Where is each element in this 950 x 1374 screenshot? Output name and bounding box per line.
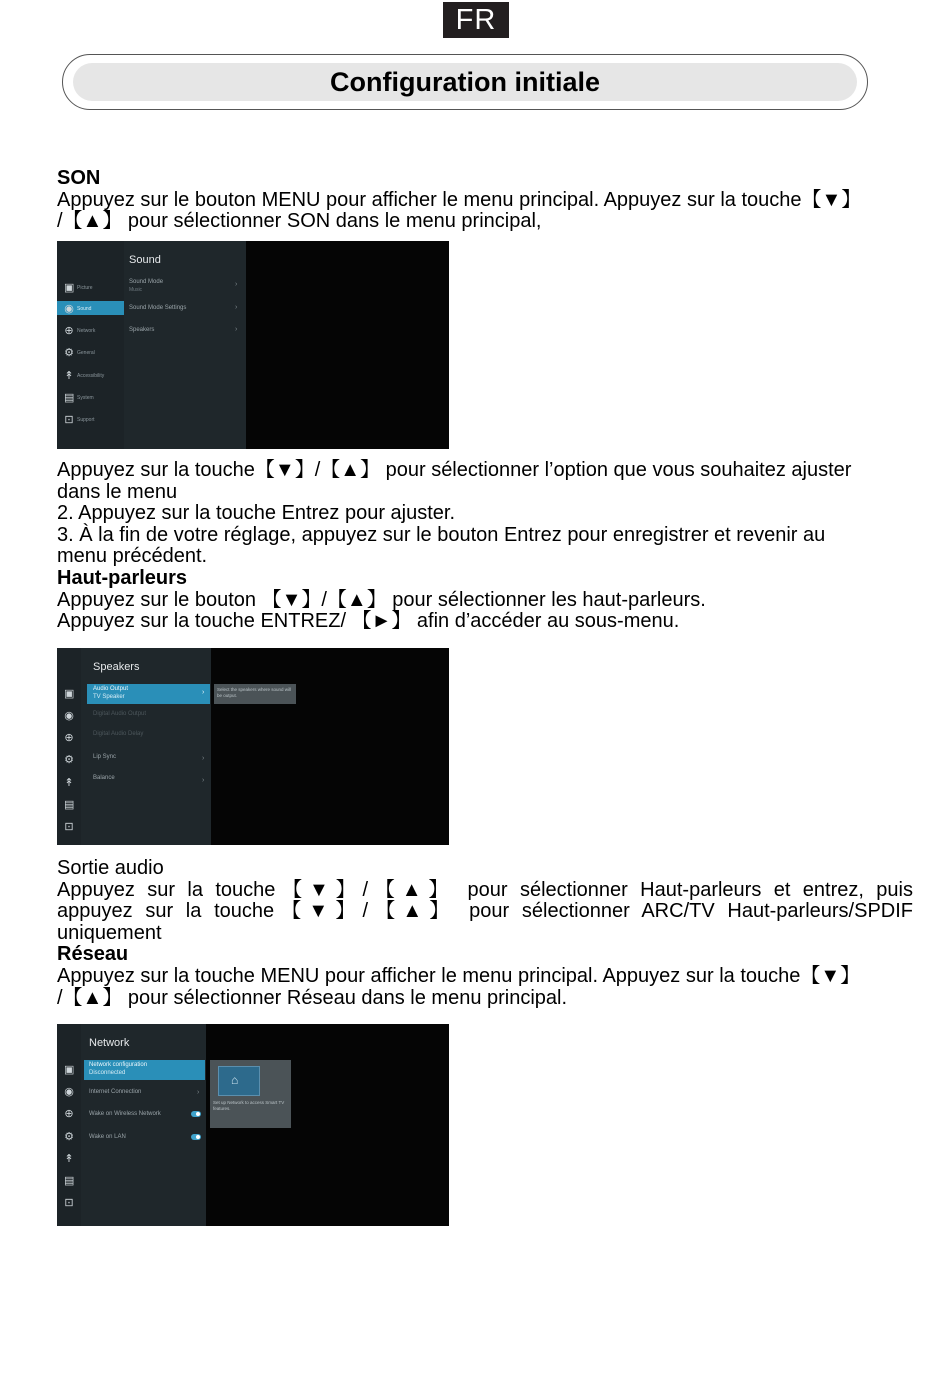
chevron-right-icon: › (202, 777, 205, 784)
tooltip-text: Set up Network to access Smart TV features. (213, 1100, 285, 1111)
menu-item: Lip Sync (93, 754, 117, 760)
support-icon: ⊡ (64, 1197, 74, 1209)
wake-lan-toggle (191, 1134, 201, 1140)
network-illustration (218, 1066, 260, 1096)
son-heading: SON (57, 167, 101, 189)
menu-item-value: TV Speaker (93, 694, 125, 700)
system-icon: ▤ (64, 392, 75, 404)
sidebar-label: Support (77, 417, 95, 423)
sortie-line3: appuyez sur la touche【▼】/【▲】 pour sélectionner ARC/TV Haut-parleurs/SPDIF (57, 900, 913, 923)
picture-icon: ▣ (64, 282, 75, 294)
reseau-line2: /【▲】 pour sélectionner Réseau dans le menu principal. (57, 986, 568, 1009)
menu-item: Sound Mode (129, 279, 164, 285)
network-menu-screenshot (57, 1024, 449, 1226)
picture-icon: ▣ (64, 1064, 75, 1076)
adjust-line3: 2. Appuyez sur la touche Entrez pour ajuster. (57, 502, 456, 525)
section-title-banner (62, 54, 868, 110)
son-text-line2: /【▲】 pour sélectionner SON dans le menu principal, (57, 210, 542, 233)
sortie-section (57, 858, 913, 1009)
accessibility-icon: ↟ (64, 1153, 74, 1165)
tooltip-box (214, 684, 296, 704)
adjust-line1: Appuyez sur la touche【▼】/【▲】 pour sélectionner l’option que vous souhaitez ajuster (57, 459, 852, 481)
hp-line1: Appuyez sur le bouton 【▼】/【▲】 pour sélectionner les haut-parleurs. (57, 588, 706, 611)
picture-icon: ▣ (64, 688, 75, 700)
menu-item-value: Music (129, 287, 143, 293)
sortie-line4: uniquement (57, 921, 162, 944)
reseau-heading: Réseau (57, 943, 129, 966)
hp-line2: Appuyez sur la touche ENTREZ/ 【►】 afin d’accéder au sous-menu. (57, 610, 680, 633)
tv-sidebar (57, 648, 81, 845)
sidebar-label: Picture (77, 285, 93, 291)
settings-icon: ⚙ (64, 1131, 74, 1143)
sortie-line1: Sortie audio (57, 857, 164, 879)
chevron-right-icon: › (235, 281, 238, 288)
sidebar-label: Network (77, 328, 96, 334)
settings-icon: ⚙ (64, 754, 74, 766)
tooltip-box (210, 1060, 291, 1128)
language-badge: FR (443, 2, 509, 38)
sound-icon: ◉ (64, 303, 74, 315)
hp-heading: Haut-parleurs (57, 566, 188, 589)
menu-item-active: Audio Output (93, 686, 129, 692)
sound-icon: ◉ (64, 1086, 74, 1098)
menu-item: Internet Connection (89, 1089, 142, 1095)
sidebar-label: Accessibility (77, 373, 105, 379)
adjust-line2: dans le menu (57, 480, 178, 503)
adjust-section (57, 460, 913, 633)
menu-item: Wake on Wireless Network (89, 1111, 161, 1117)
settings-icon: ⚙ (64, 347, 74, 359)
adjust-line4: 3. À la fin de votre réglage, appuyez sur le bouton Entrez pour enregistrer et revenir au (57, 523, 826, 546)
chevron-right-icon: › (235, 326, 238, 333)
router-icon: ⌂ (231, 1073, 239, 1087)
network-icon: ⊕ (64, 732, 74, 744)
sidebar-label: Sound (77, 306, 92, 312)
reseau-line1: Appuyez sur la touche MENU pour afficher le menu principal. Appuyez sur la touche【▼】 (57, 964, 861, 987)
chevron-right-icon: › (202, 689, 205, 696)
chevron-right-icon: › (235, 304, 238, 311)
panel-title: Speakers (93, 661, 140, 673)
menu-item-value: Disconnected (89, 1070, 126, 1076)
son-text-line1: Appuyez sur le bouton MENU pour afficher le menu principal. Appuyez sur la touche【▼】 (57, 188, 862, 211)
system-icon: ▤ (64, 799, 75, 811)
system-icon: ▤ (64, 1175, 75, 1187)
accessibility-icon: ↟ (64, 370, 74, 382)
tv-sidebar (57, 1024, 81, 1226)
tv-submenu-panel (81, 648, 211, 845)
menu-item: Digital Audio Delay (93, 731, 144, 737)
menu-item: Sound Mode Settings (129, 305, 187, 311)
tv-submenu-panel (81, 1024, 206, 1226)
menu-item: Speakers (129, 327, 155, 333)
page-title: Configuration initiale (73, 63, 857, 101)
tv-submenu-panel (124, 241, 246, 449)
support-icon: ⊡ (64, 821, 74, 833)
menu-item-active: Network configuration (89, 1062, 148, 1068)
accessibility-icon: ↟ (64, 777, 74, 789)
support-icon: ⊡ (64, 414, 74, 426)
adjust-line5: menu précédent. (57, 545, 208, 568)
tooltip-text: Select the speakers where sound will be output. (217, 687, 292, 698)
sound-icon: ◉ (64, 710, 74, 722)
menu-item: Wake on LAN (89, 1134, 126, 1140)
son-section (57, 168, 913, 233)
panel-title: Sound (129, 254, 161, 266)
speakers-menu-screenshot (57, 648, 449, 845)
wake-wireless-toggle (191, 1111, 201, 1117)
sidebar-label: System (77, 395, 94, 401)
chevron-right-icon: › (202, 755, 205, 762)
sortie-line2: Appuyez sur la touche【▼】/【▲】 pour sélectionner Haut-parleurs et entrez, puis (57, 878, 913, 901)
sidebar-label: General (77, 350, 95, 356)
panel-title: Network (89, 1037, 130, 1049)
network-icon: ⊕ (64, 325, 74, 337)
sound-menu-screenshot (57, 241, 449, 449)
menu-item: Digital Audio Output (93, 711, 147, 717)
network-icon: ⊕ (64, 1108, 74, 1120)
menu-item: Balance (93, 775, 115, 781)
chevron-right-icon: › (197, 1089, 200, 1096)
